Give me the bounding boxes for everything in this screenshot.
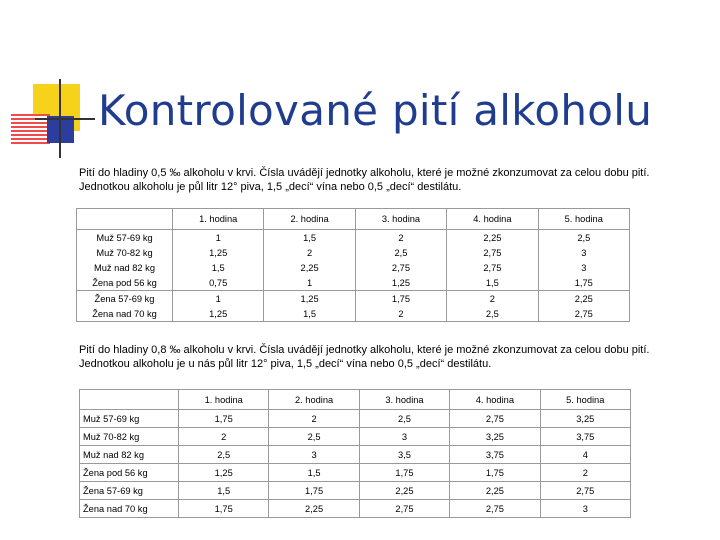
header-cell: 2. hodina	[269, 390, 359, 410]
value-cell: 3	[538, 260, 629, 275]
value-cell: 1,5	[179, 482, 269, 500]
header-corner	[77, 209, 173, 230]
row-label: Muž 57-69 kg	[80, 410, 179, 428]
value-cell: 2,75	[538, 306, 629, 322]
table-row	[77, 306, 630, 322]
header-cell: 3. hodina	[355, 209, 446, 230]
value-cell: 2,25	[450, 482, 540, 500]
value-cell: 2,25	[269, 500, 359, 518]
table-row	[77, 230, 630, 246]
value-cell: 3	[540, 500, 630, 518]
value-cell: 2,5	[359, 410, 449, 428]
header-cell: 1. hodina	[173, 209, 264, 230]
value-cell: 2,75	[447, 260, 538, 275]
value-cell: 1,5	[269, 464, 359, 482]
value-cell: 1,75	[355, 291, 446, 307]
header-cell: 4. hodina	[447, 209, 538, 230]
value-cell: 2,5	[538, 230, 629, 246]
value-cell: 2,75	[355, 260, 446, 275]
header-cell: 1. hodina	[179, 390, 269, 410]
section1-paragraph: Pití do hladiny 0,5 ‰ alkoholu v krvi. Čísla uvádějí jednotky alkoholu, které je možné zkonzumovat za celou dobu pití. Jednotkou alkoholu je půl litr 12° piva, 1,5 „decí“ vína nebo 0,5 „decí“ destilátu.	[79, 167, 650, 193]
table-row	[77, 275, 630, 291]
table-header-row	[77, 209, 630, 230]
row-label: Muž nad 82 kg	[94, 262, 155, 273]
value-cell: 2,75	[359, 500, 449, 518]
value-cell: 1,25	[179, 464, 269, 482]
value-cell: 2	[269, 410, 359, 428]
value-cell: 2,25	[359, 482, 449, 500]
value-cell: 2,5	[355, 245, 446, 260]
table-row	[80, 482, 631, 500]
value-cell: 1,75	[269, 482, 359, 500]
value-cell: 2,5	[179, 446, 269, 464]
value-cell: 3,25	[540, 410, 630, 428]
row-label: Žena nad 70 kg	[92, 308, 157, 319]
value-cell: 2,75	[450, 410, 540, 428]
value-cell: 1,25	[264, 291, 355, 307]
row-label: Žena pod 56 kg	[80, 464, 179, 482]
value-cell: 1,75	[538, 275, 629, 291]
table-row	[77, 291, 630, 307]
value-cell: 1,5	[173, 260, 264, 275]
value-cell: 2	[179, 428, 269, 446]
value-cell: 2,75	[447, 245, 538, 260]
table-row	[80, 410, 631, 428]
table-row	[80, 464, 631, 482]
value-cell: 2,75	[450, 500, 540, 518]
header-cell: 4. hodina	[450, 390, 540, 410]
value-cell: 2,75	[540, 482, 630, 500]
row-label: Muž 70-82 kg	[80, 428, 179, 446]
table-row	[80, 500, 631, 518]
value-cell: 3,75	[450, 446, 540, 464]
value-cell: 2,5	[269, 428, 359, 446]
value-cell: 1,75	[179, 500, 269, 518]
table-row	[80, 428, 631, 446]
value-cell: 2	[355, 230, 446, 246]
row-label: Muž 70-82 kg	[96, 247, 153, 258]
row-label: Žena pod 56 kg	[77, 275, 173, 291]
value-cell: 2	[447, 291, 538, 307]
table-0-8-promile	[79, 389, 631, 518]
value-cell: 1,75	[179, 410, 269, 428]
value-cell: 3,25	[450, 428, 540, 446]
table-0-5-promile	[76, 208, 630, 322]
table-row	[77, 260, 630, 275]
header-cell: 5. hodina	[540, 390, 630, 410]
value-cell: 1,5	[264, 230, 355, 246]
value-cell: 2,25	[264, 260, 355, 275]
header-cell: 5. hodina	[538, 209, 629, 230]
header-corner	[80, 390, 179, 410]
decor-horizontal-line	[35, 118, 95, 120]
value-cell: 1	[264, 275, 355, 291]
header-cell: 2. hodina	[264, 209, 355, 230]
value-cell: 2	[264, 245, 355, 260]
value-cell: 3,75	[540, 428, 630, 446]
row-label: Žena 57-69 kg	[94, 293, 155, 304]
value-cell: 1,75	[359, 464, 449, 482]
row-label: Žena nad 70 kg	[80, 500, 179, 518]
row-label: Žena 57-69 kg	[80, 482, 179, 500]
table-row	[77, 245, 630, 260]
section2-paragraph: Pití do hladiny 0,8 ‰ alkoholu v krvi. Čísla uvádějí jednotky alkoholu, které je možné zkonzumovat za celou dobu pití. Jednotkou alkoholu je u nás půl litr 12° piva, 1,5 „decí“ vína nebo 0,5 „decí“ destilátu.	[79, 344, 650, 370]
value-cell: 1,25	[355, 275, 446, 291]
value-cell: 3	[269, 446, 359, 464]
value-cell: 2,5	[447, 306, 538, 322]
value-cell: 3,5	[359, 446, 449, 464]
value-cell: 2	[355, 306, 446, 322]
slide-title: Kontrolované pití alkoholu	[98, 86, 653, 135]
value-cell: 2,25	[447, 230, 538, 246]
header-cell: 3. hodina	[359, 390, 449, 410]
value-cell: 1,5	[447, 275, 538, 291]
value-cell: 3	[359, 428, 449, 446]
value-cell: 1,5	[264, 306, 355, 322]
value-cell: 1,25	[173, 306, 264, 322]
value-cell: 1,25	[173, 245, 264, 260]
value-cell: 4	[540, 446, 630, 464]
table-header-row	[80, 390, 631, 410]
value-cell: 2,25	[538, 291, 629, 307]
row-label: Muž 57-69 kg	[96, 232, 153, 243]
row-label: Muž nad 82 kg	[80, 446, 179, 464]
value-cell: 1	[173, 291, 264, 307]
value-cell: 3	[538, 245, 629, 260]
value-cell: 2	[540, 464, 630, 482]
value-cell: 1	[173, 230, 264, 246]
value-cell: 1,75	[450, 464, 540, 482]
value-cell: 0,75	[173, 275, 264, 291]
table-row	[80, 446, 631, 464]
